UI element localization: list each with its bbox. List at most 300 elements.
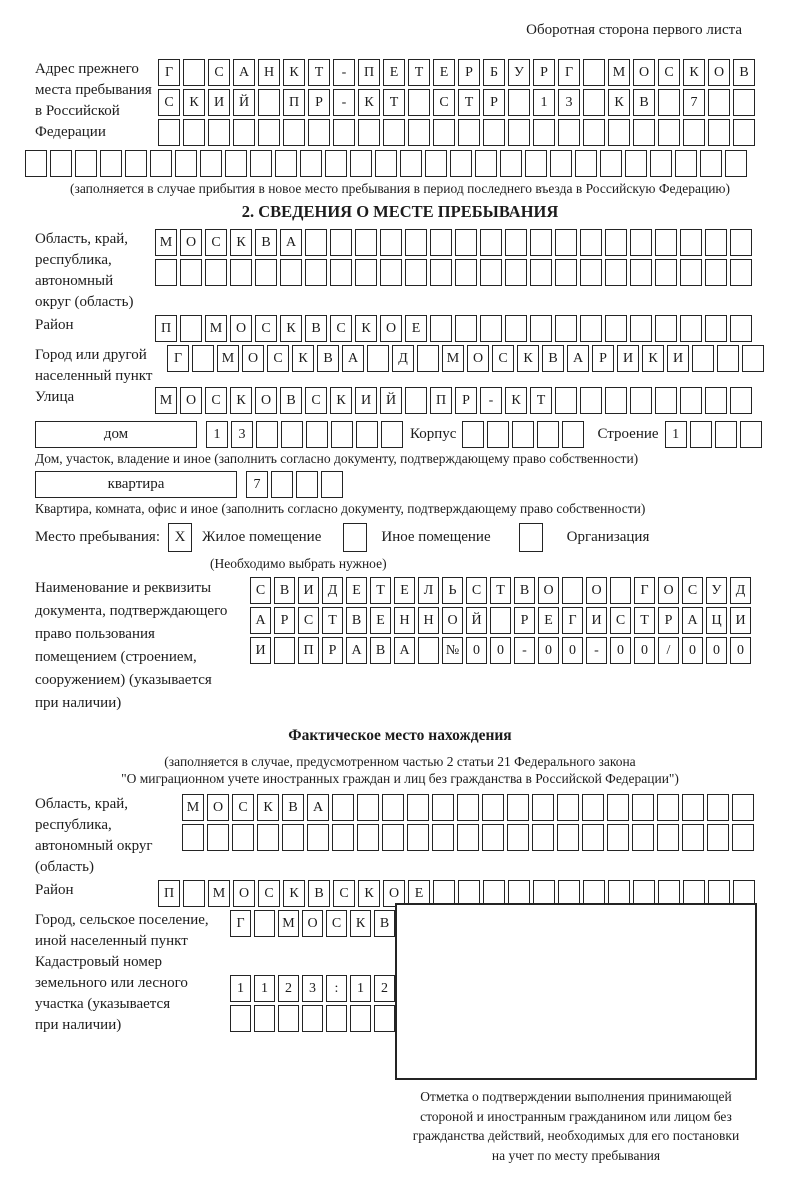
char-box[interactable]: И: [667, 345, 689, 372]
checkbox-residential[interactable]: X: [168, 523, 192, 552]
char-box[interactable]: С: [205, 387, 227, 414]
char-box[interactable]: [230, 1005, 251, 1032]
char-box[interactable]: [633, 119, 655, 146]
char-box[interactable]: [655, 259, 677, 286]
char-box[interactable]: С: [330, 315, 352, 342]
char-box[interactable]: С: [205, 229, 227, 256]
char-box[interactable]: О: [242, 345, 264, 372]
char-box[interactable]: :: [326, 975, 347, 1002]
char-box[interactable]: 0: [562, 637, 583, 664]
char-box[interactable]: [657, 824, 679, 851]
char-box[interactable]: [482, 824, 504, 851]
char-box[interactable]: [125, 150, 147, 177]
char-box[interactable]: [650, 150, 672, 177]
char-box[interactable]: В: [733, 59, 755, 86]
char-box[interactable]: [280, 259, 302, 286]
char-box[interactable]: С: [333, 880, 355, 907]
char-box[interactable]: [480, 259, 502, 286]
char-box[interactable]: [457, 794, 479, 821]
char-box[interactable]: [482, 794, 504, 821]
char-box[interactable]: К: [505, 387, 527, 414]
char-box[interactable]: [732, 794, 754, 821]
char-box[interactable]: [430, 229, 452, 256]
char-box[interactable]: [533, 119, 555, 146]
char-box[interactable]: В: [317, 345, 339, 372]
char-box[interactable]: [632, 794, 654, 821]
char-box[interactable]: 7: [246, 471, 268, 498]
char-box[interactable]: [175, 150, 197, 177]
char-box[interactable]: 2: [374, 975, 395, 1002]
char-box[interactable]: [281, 421, 303, 448]
char-box[interactable]: [255, 259, 277, 286]
char-box[interactable]: [232, 824, 254, 851]
char-box[interactable]: К: [183, 89, 205, 116]
char-box[interactable]: 0: [538, 637, 559, 664]
char-box[interactable]: [305, 229, 327, 256]
char-box[interactable]: [455, 315, 477, 342]
char-box[interactable]: С: [658, 59, 680, 86]
char-box[interactable]: Д: [730, 577, 751, 604]
char-box[interactable]: [508, 89, 530, 116]
char-box[interactable]: [405, 229, 427, 256]
char-box[interactable]: [608, 119, 630, 146]
char-box[interactable]: О: [538, 577, 559, 604]
char-box[interactable]: С: [326, 910, 347, 937]
char-box[interactable]: [730, 387, 752, 414]
char-box[interactable]: [707, 794, 729, 821]
char-box[interactable]: [350, 1005, 371, 1032]
char-box[interactable]: В: [374, 910, 395, 937]
char-box[interactable]: [356, 421, 378, 448]
char-box[interactable]: Т: [308, 59, 330, 86]
char-box[interactable]: Е: [383, 59, 405, 86]
char-box[interactable]: Е: [538, 607, 559, 634]
char-box[interactable]: Е: [433, 59, 455, 86]
char-box[interactable]: -: [514, 637, 535, 664]
char-box[interactable]: О: [230, 315, 252, 342]
char-box[interactable]: Р: [483, 89, 505, 116]
char-box[interactable]: М: [442, 345, 464, 372]
char-box[interactable]: [306, 421, 328, 448]
char-box[interactable]: С: [208, 59, 230, 86]
char-box[interactable]: [283, 119, 305, 146]
char-box[interactable]: А: [280, 229, 302, 256]
char-box[interactable]: -: [586, 637, 607, 664]
char-box[interactable]: [407, 794, 429, 821]
char-box[interactable]: К: [230, 229, 252, 256]
char-box[interactable]: А: [682, 607, 703, 634]
char-box[interactable]: [580, 259, 602, 286]
checkbox-other-premises[interactable]: [343, 523, 367, 552]
char-box[interactable]: [350, 150, 372, 177]
char-box[interactable]: [575, 150, 597, 177]
char-box[interactable]: П: [298, 637, 319, 664]
char-box[interactable]: К: [608, 89, 630, 116]
char-box[interactable]: Б: [483, 59, 505, 86]
char-box[interactable]: [381, 421, 403, 448]
char-box[interactable]: С: [267, 345, 289, 372]
char-box[interactable]: А: [233, 59, 255, 86]
char-box[interactable]: Р: [308, 89, 330, 116]
char-box[interactable]: М: [155, 229, 177, 256]
char-box[interactable]: /: [658, 637, 679, 664]
char-box[interactable]: Т: [490, 577, 511, 604]
char-box[interactable]: [330, 259, 352, 286]
char-box[interactable]: [233, 119, 255, 146]
char-box[interactable]: [374, 1005, 395, 1032]
char-box[interactable]: Р: [458, 59, 480, 86]
char-box[interactable]: С: [258, 880, 280, 907]
char-box[interactable]: К: [283, 880, 305, 907]
char-box[interactable]: [333, 119, 355, 146]
char-box[interactable]: [555, 229, 577, 256]
char-box[interactable]: [274, 637, 295, 664]
char-box[interactable]: [550, 150, 572, 177]
char-box[interactable]: [505, 229, 527, 256]
char-box[interactable]: [417, 345, 439, 372]
char-box[interactable]: В: [308, 880, 330, 907]
char-box[interactable]: К: [358, 880, 380, 907]
char-box[interactable]: [655, 229, 677, 256]
char-box[interactable]: [475, 150, 497, 177]
char-box[interactable]: [455, 229, 477, 256]
char-box[interactable]: Р: [533, 59, 555, 86]
char-box[interactable]: [182, 824, 204, 851]
char-box[interactable]: О: [633, 59, 655, 86]
char-box[interactable]: 0: [610, 637, 631, 664]
char-box[interactable]: [583, 59, 605, 86]
char-box[interactable]: [562, 421, 584, 448]
char-box[interactable]: Т: [634, 607, 655, 634]
char-box[interactable]: Ь: [442, 577, 463, 604]
char-box[interactable]: Г: [158, 59, 180, 86]
char-box[interactable]: [675, 150, 697, 177]
char-box[interactable]: [680, 315, 702, 342]
char-box[interactable]: О: [442, 607, 463, 634]
char-box[interactable]: М: [217, 345, 239, 372]
char-box[interactable]: [355, 229, 377, 256]
char-box[interactable]: [630, 229, 652, 256]
char-box[interactable]: М: [608, 59, 630, 86]
char-box[interactable]: Е: [394, 577, 415, 604]
char-box[interactable]: [555, 315, 577, 342]
char-box[interactable]: [582, 824, 604, 851]
char-box[interactable]: Й: [380, 387, 402, 414]
char-box[interactable]: [183, 880, 205, 907]
char-box[interactable]: [715, 421, 737, 448]
char-box[interactable]: С: [305, 387, 327, 414]
char-box[interactable]: А: [250, 607, 271, 634]
char-box[interactable]: 1: [230, 975, 251, 1002]
char-box[interactable]: [732, 824, 754, 851]
char-box[interactable]: [230, 259, 252, 286]
char-box[interactable]: О: [658, 577, 679, 604]
char-box[interactable]: 2: [278, 975, 299, 1002]
char-box[interactable]: 0: [634, 637, 655, 664]
char-box[interactable]: [500, 150, 522, 177]
char-box[interactable]: [557, 824, 579, 851]
char-box[interactable]: 1: [533, 89, 555, 116]
char-box[interactable]: [505, 259, 527, 286]
char-box[interactable]: М: [278, 910, 299, 937]
char-box[interactable]: Т: [383, 89, 405, 116]
char-box[interactable]: В: [280, 387, 302, 414]
char-box[interactable]: [605, 229, 627, 256]
char-box[interactable]: [308, 119, 330, 146]
char-box[interactable]: В: [305, 315, 327, 342]
char-box[interactable]: [692, 345, 714, 372]
char-box[interactable]: Н: [394, 607, 415, 634]
char-box[interactable]: [383, 119, 405, 146]
char-box[interactable]: Й: [233, 89, 255, 116]
char-box[interactable]: К: [292, 345, 314, 372]
char-box[interactable]: [326, 1005, 347, 1032]
char-box[interactable]: 3: [558, 89, 580, 116]
char-box[interactable]: О: [380, 315, 402, 342]
char-box[interactable]: [254, 1005, 275, 1032]
char-box[interactable]: С: [255, 315, 277, 342]
char-box[interactable]: [275, 150, 297, 177]
char-box[interactable]: И: [355, 387, 377, 414]
char-box[interactable]: [530, 315, 552, 342]
char-box[interactable]: П: [358, 59, 380, 86]
char-box[interactable]: [183, 59, 205, 86]
char-box[interactable]: П: [155, 315, 177, 342]
char-box[interactable]: [562, 577, 583, 604]
char-box[interactable]: [330, 229, 352, 256]
char-box[interactable]: Г: [558, 59, 580, 86]
char-box[interactable]: Т: [370, 577, 391, 604]
char-box[interactable]: [300, 150, 322, 177]
char-box[interactable]: [258, 119, 280, 146]
char-box[interactable]: [487, 421, 509, 448]
char-box[interactable]: [380, 259, 402, 286]
char-box[interactable]: Ц: [706, 607, 727, 634]
char-box[interactable]: [658, 89, 680, 116]
char-box[interactable]: О: [233, 880, 255, 907]
char-box[interactable]: Р: [658, 607, 679, 634]
char-box[interactable]: [183, 119, 205, 146]
char-box[interactable]: [302, 1005, 323, 1032]
char-box[interactable]: [305, 259, 327, 286]
char-box[interactable]: С: [250, 577, 271, 604]
char-box[interactable]: [705, 229, 727, 256]
char-box[interactable]: [657, 794, 679, 821]
char-box[interactable]: Г: [230, 910, 251, 937]
char-box[interactable]: В: [346, 607, 367, 634]
char-box[interactable]: 0: [706, 637, 727, 664]
char-box[interactable]: [331, 421, 353, 448]
char-box[interactable]: О: [302, 910, 323, 937]
char-box[interactable]: [717, 345, 739, 372]
char-box[interactable]: [405, 387, 427, 414]
char-box[interactable]: [418, 637, 439, 664]
char-box[interactable]: [490, 607, 511, 634]
char-box[interactable]: [430, 315, 452, 342]
char-box[interactable]: [432, 794, 454, 821]
char-box[interactable]: О: [207, 794, 229, 821]
char-box[interactable]: Р: [322, 637, 343, 664]
char-box[interactable]: И: [208, 89, 230, 116]
char-box[interactable]: [505, 315, 527, 342]
char-box[interactable]: Н: [418, 607, 439, 634]
char-box[interactable]: Р: [514, 607, 535, 634]
char-box[interactable]: [380, 229, 402, 256]
char-box[interactable]: [558, 119, 580, 146]
char-box[interactable]: [537, 421, 559, 448]
char-box[interactable]: К: [230, 387, 252, 414]
char-box[interactable]: Д: [322, 577, 343, 604]
char-box[interactable]: [658, 119, 680, 146]
char-box[interactable]: [150, 150, 172, 177]
char-box[interactable]: [457, 824, 479, 851]
char-box[interactable]: 1: [665, 421, 687, 448]
char-box[interactable]: [455, 259, 477, 286]
char-box[interactable]: [583, 89, 605, 116]
char-box[interactable]: 1: [206, 421, 228, 448]
char-box[interactable]: [532, 794, 554, 821]
char-box[interactable]: О: [586, 577, 607, 604]
char-box[interactable]: [705, 387, 727, 414]
char-box[interactable]: [680, 387, 702, 414]
char-box[interactable]: [557, 794, 579, 821]
char-box[interactable]: В: [274, 577, 295, 604]
char-box[interactable]: У: [508, 59, 530, 86]
char-box[interactable]: [625, 150, 647, 177]
char-box[interactable]: Т: [458, 89, 480, 116]
char-box[interactable]: П: [430, 387, 452, 414]
checkbox-organization[interactable]: [519, 523, 543, 552]
char-box[interactable]: М: [205, 315, 227, 342]
char-box[interactable]: [205, 259, 227, 286]
char-box[interactable]: [680, 259, 702, 286]
char-box[interactable]: [325, 150, 347, 177]
char-box[interactable]: С: [610, 607, 631, 634]
char-box[interactable]: [512, 421, 534, 448]
char-box[interactable]: [250, 150, 272, 177]
char-box[interactable]: Р: [455, 387, 477, 414]
char-box[interactable]: [730, 229, 752, 256]
char-box[interactable]: С: [492, 345, 514, 372]
char-box[interactable]: Е: [370, 607, 391, 634]
char-box[interactable]: [605, 259, 627, 286]
char-box[interactable]: [254, 910, 275, 937]
char-box[interactable]: [607, 824, 629, 851]
char-box[interactable]: С: [466, 577, 487, 604]
char-box[interactable]: [408, 119, 430, 146]
char-box[interactable]: [332, 794, 354, 821]
char-box[interactable]: В: [282, 794, 304, 821]
char-box[interactable]: Т: [408, 59, 430, 86]
char-box[interactable]: [630, 315, 652, 342]
char-box[interactable]: К: [280, 315, 302, 342]
char-box[interactable]: 0: [682, 637, 703, 664]
char-box[interactable]: [257, 824, 279, 851]
char-box[interactable]: [405, 259, 427, 286]
char-box[interactable]: [582, 794, 604, 821]
char-box[interactable]: П: [283, 89, 305, 116]
char-box[interactable]: А: [394, 637, 415, 664]
char-box[interactable]: [207, 824, 229, 851]
char-box[interactable]: [630, 259, 652, 286]
char-box[interactable]: [480, 315, 502, 342]
char-box[interactable]: [483, 119, 505, 146]
char-box[interactable]: [433, 119, 455, 146]
char-box[interactable]: О: [180, 229, 202, 256]
char-box[interactable]: В: [514, 577, 535, 604]
char-box[interactable]: [408, 89, 430, 116]
char-box[interactable]: [690, 421, 712, 448]
char-box[interactable]: [742, 345, 764, 372]
char-box[interactable]: А: [346, 637, 367, 664]
char-box[interactable]: К: [283, 59, 305, 86]
char-box[interactable]: М: [155, 387, 177, 414]
char-box[interactable]: -: [480, 387, 502, 414]
char-box[interactable]: Г: [562, 607, 583, 634]
char-box[interactable]: [580, 229, 602, 256]
char-box[interactable]: [358, 119, 380, 146]
char-box[interactable]: С: [682, 577, 703, 604]
char-box[interactable]: А: [567, 345, 589, 372]
char-box[interactable]: [375, 150, 397, 177]
char-box[interactable]: В: [370, 637, 391, 664]
char-box[interactable]: 1: [254, 975, 275, 1002]
char-box[interactable]: [180, 259, 202, 286]
char-box[interactable]: Е: [408, 880, 430, 907]
char-box[interactable]: Л: [418, 577, 439, 604]
char-box[interactable]: [271, 471, 293, 498]
char-box[interactable]: [225, 150, 247, 177]
char-box[interactable]: Е: [346, 577, 367, 604]
char-box[interactable]: [632, 824, 654, 851]
char-box[interactable]: Д: [392, 345, 414, 372]
char-box[interactable]: С: [433, 89, 455, 116]
char-box[interactable]: [707, 824, 729, 851]
char-box[interactable]: 7: [683, 89, 705, 116]
char-box[interactable]: [607, 794, 629, 821]
char-box[interactable]: [730, 259, 752, 286]
char-box[interactable]: О: [255, 387, 277, 414]
char-box[interactable]: К: [350, 910, 371, 937]
char-box[interactable]: [25, 150, 47, 177]
char-box[interactable]: К: [683, 59, 705, 86]
char-box[interactable]: [680, 229, 702, 256]
char-box[interactable]: К: [642, 345, 664, 372]
char-box[interactable]: 3: [302, 975, 323, 1002]
char-box[interactable]: [507, 824, 529, 851]
char-box[interactable]: [705, 315, 727, 342]
char-box[interactable]: К: [358, 89, 380, 116]
char-box[interactable]: С: [158, 89, 180, 116]
char-box[interactable]: [75, 150, 97, 177]
char-box[interactable]: [508, 119, 530, 146]
char-box[interactable]: Т: [530, 387, 552, 414]
char-box[interactable]: [555, 387, 577, 414]
char-box[interactable]: М: [208, 880, 230, 907]
char-box[interactable]: [100, 150, 122, 177]
char-box[interactable]: Т: [322, 607, 343, 634]
char-box[interactable]: [307, 824, 329, 851]
char-box[interactable]: [630, 387, 652, 414]
char-box[interactable]: 0: [466, 637, 487, 664]
char-box[interactable]: [458, 119, 480, 146]
char-box[interactable]: Р: [274, 607, 295, 634]
char-box[interactable]: К: [517, 345, 539, 372]
char-box[interactable]: [192, 345, 214, 372]
char-box[interactable]: В: [255, 229, 277, 256]
char-box[interactable]: [655, 315, 677, 342]
char-box[interactable]: [278, 1005, 299, 1032]
